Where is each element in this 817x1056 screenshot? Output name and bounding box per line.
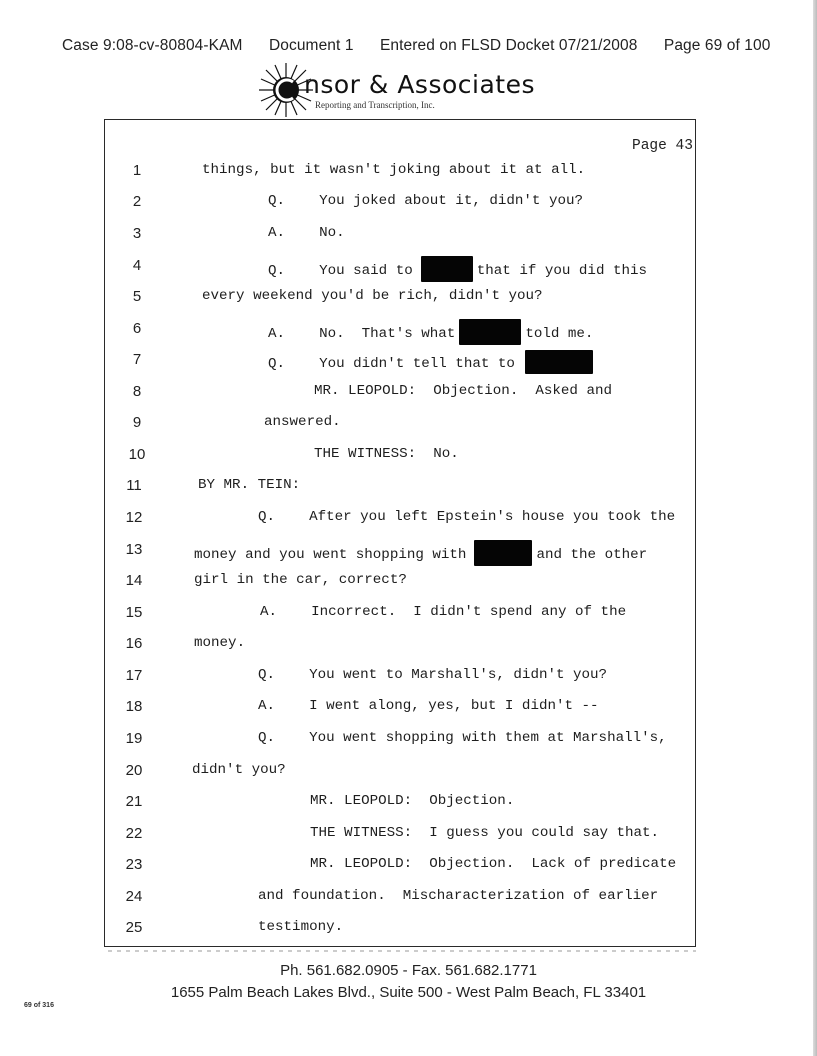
transcript-line [0, 477, 700, 499]
line-number: 9 [132, 414, 142, 431]
transcript-line [0, 888, 700, 910]
transcript-line [0, 762, 700, 784]
line-number: 10 [128, 446, 146, 463]
transcript-line [0, 446, 700, 468]
line-text: didn't you? [192, 762, 286, 778]
line-number: 23 [125, 856, 143, 873]
filing-header [62, 37, 770, 55]
line-text-before-redaction: Q. You didn't tell that to [268, 355, 515, 372]
line-text: THE WITNESS: I guess you could say that. [310, 825, 660, 841]
transcript-line [0, 730, 700, 752]
line-text [268, 257, 647, 283]
line-text-after-redaction: that if you did this [476, 262, 648, 279]
transcript-line [0, 162, 700, 184]
line-number: 14 [125, 572, 143, 589]
line-text: A. I went along, yes, but I didn't -- [258, 698, 599, 714]
transcript-line [0, 698, 700, 720]
company-name: nsor & Associates [304, 70, 535, 99]
case-number: Case 9:08-cv-80804-KAM [62, 37, 243, 54]
line-text: MR. LEOPOLD: Objection. [310, 793, 515, 809]
transcript-line [0, 541, 700, 563]
transcript-line [0, 351, 700, 373]
line-number: 1 [132, 162, 142, 179]
line-number: 13 [125, 541, 143, 558]
line-number: 6 [132, 320, 142, 337]
line-text: MR. LEOPOLD: Objection. Asked and [314, 383, 612, 399]
company-subtitle: Reporting and Transcription, Inc. [315, 100, 435, 110]
transcript-line [0, 193, 700, 215]
line-number: 22 [125, 825, 143, 842]
transcript-line [0, 635, 700, 657]
line-number: 25 [125, 919, 143, 936]
transcript-line [0, 225, 700, 247]
line-number: 17 [125, 667, 143, 684]
line-number: 12 [125, 509, 143, 526]
line-text-after-redaction: told me. [525, 325, 594, 342]
transcript-line [0, 383, 700, 405]
line-text: MR. LEOPOLD: Objection. Lack of predicate [310, 856, 677, 872]
redaction-block [474, 540, 532, 566]
line-text [268, 320, 593, 346]
transcript-line [0, 509, 700, 531]
line-text [268, 351, 597, 375]
line-text-after-redaction: and the other [536, 546, 648, 563]
line-text: Q. You joked about it, didn't you? [268, 193, 584, 209]
document-number: Document 1 [268, 37, 354, 54]
company-logo [256, 62, 546, 118]
line-text: A. Incorrect. I didn't spend any of the [260, 604, 627, 620]
line-number: 8 [132, 383, 142, 400]
line-number: 5 [132, 288, 142, 305]
footer-contact: Ph. 561.682.0905 - Fax. 561.682.1771 [280, 962, 537, 979]
docket-entry: Entered on FLSD Docket 07/21/2008 [379, 37, 638, 54]
line-number: 19 [125, 730, 143, 747]
transcript-line [0, 257, 700, 279]
line-text: BY MR. TEIN: [198, 477, 301, 493]
line-number: 24 [125, 888, 143, 905]
transcript-line [0, 414, 700, 436]
line-text-before-redaction: Q. You said to [268, 262, 413, 279]
line-number: 4 [132, 257, 142, 274]
line-number: 7 [132, 351, 142, 368]
redaction-block [421, 256, 473, 282]
line-text: A. No. [268, 225, 345, 241]
line-number: 15 [125, 604, 143, 621]
line-text-before-redaction: A. No. That's what [268, 325, 456, 342]
transcript-page-label: Page 43 [632, 138, 693, 154]
line-number: 3 [132, 225, 142, 242]
line-text: things, but it wasn't joking about it at all. [202, 162, 586, 178]
line-text: Q. You went shopping with them at Marshall's, [258, 730, 667, 746]
page-stamp: 69 of 316 [24, 1002, 54, 1009]
transcript-line [0, 320, 700, 342]
line-number: 2 [132, 193, 142, 210]
line-text: every weekend you'd be rich, didn't you? [202, 288, 543, 304]
transcript-line [0, 919, 700, 941]
line-text: Q. After you left Epstein's house you took the [258, 509, 676, 525]
line-text: testimony. [258, 919, 344, 935]
line-number: 16 [125, 635, 143, 652]
footer-address: 1655 Palm Beach Lakes Blvd., Suite 500 - West Palm Beach, FL 33401 [170, 984, 647, 1001]
transcript-line [0, 825, 700, 847]
page-count: Page 69 of 100 [663, 37, 771, 54]
line-text: and foundation. Mischaracterization of earlier [258, 888, 659, 904]
line-text [194, 541, 647, 567]
page-edge [813, 0, 817, 1056]
transcript-line [0, 793, 700, 815]
line-text: money. [194, 635, 246, 651]
transcript-line [0, 856, 700, 878]
line-number: 11 [126, 477, 142, 494]
line-text: THE WITNESS: No. [314, 446, 459, 462]
line-text: girl in the car, correct? [194, 572, 407, 588]
redaction-block [459, 319, 521, 345]
transcript-line [0, 604, 700, 626]
line-number: 21 [125, 793, 143, 810]
frame-bottom-shadow [108, 950, 696, 952]
line-text: Q. You went to Marshall's, didn't you? [258, 667, 608, 683]
line-text: answered. [264, 414, 341, 430]
line-text-before-redaction: money and you went shopping with [194, 546, 467, 563]
redaction-block [525, 350, 593, 374]
transcript-line [0, 572, 700, 594]
transcript-line [0, 667, 700, 689]
line-number: 20 [125, 762, 143, 779]
line-number: 18 [125, 698, 143, 715]
transcript-line [0, 288, 700, 310]
